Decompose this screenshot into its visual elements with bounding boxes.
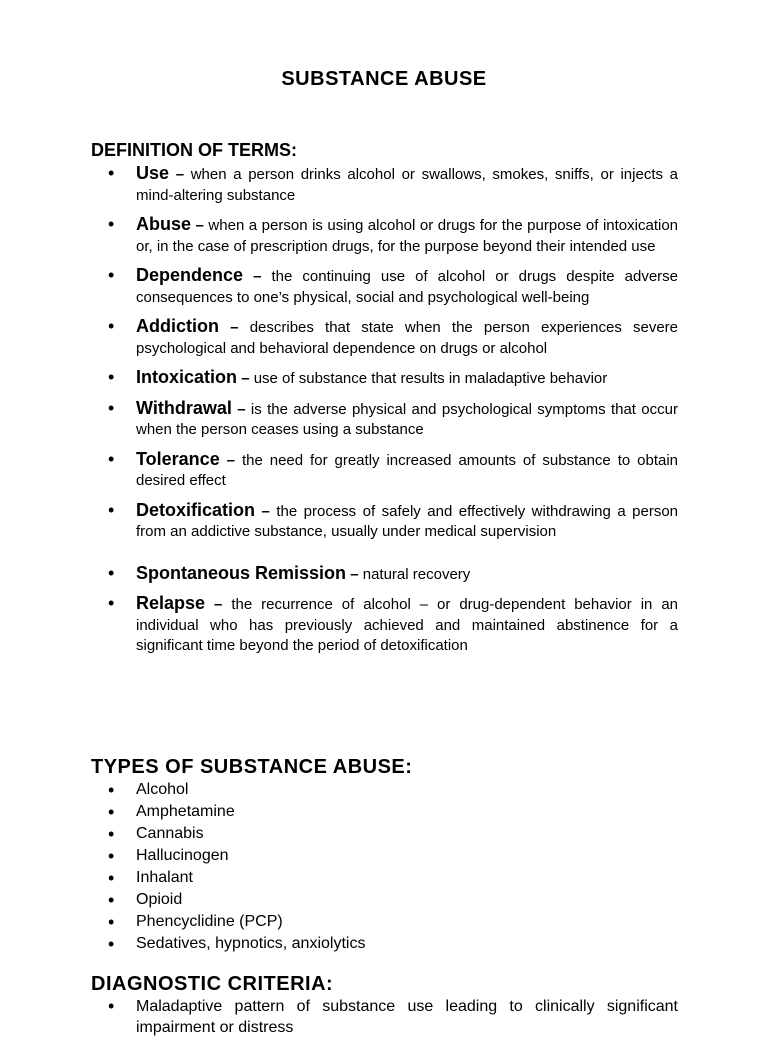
term-dash: – bbox=[237, 400, 246, 418]
definition-list bbox=[108, 163, 678, 665]
bullet-icon: • bbox=[108, 996, 115, 1016]
bullet-icon: • bbox=[108, 593, 115, 613]
term-dash: – bbox=[350, 565, 359, 583]
bullet-icon: • bbox=[108, 780, 115, 800]
list-item-label: Cannabis bbox=[136, 825, 204, 842]
list-item bbox=[108, 933, 678, 955]
term-dash: – bbox=[230, 319, 239, 336]
definition-item-spontaneous-remission bbox=[108, 563, 678, 586]
list-item bbox=[108, 823, 678, 845]
bullet-icon: • bbox=[108, 265, 115, 285]
list-item-label: Opioid bbox=[136, 891, 183, 908]
list-item bbox=[108, 801, 678, 823]
list-item bbox=[108, 996, 678, 1038]
term-name: Detoxification bbox=[136, 499, 256, 520]
list-item-label: Hallucinogen bbox=[136, 847, 229, 864]
term-name: Withdrawal bbox=[136, 397, 232, 418]
term-dash: – bbox=[195, 217, 204, 234]
term-definition: use of substance that results in maladaptive behavior bbox=[253, 370, 608, 387]
list-item bbox=[108, 845, 678, 867]
list-item bbox=[108, 867, 678, 889]
bullet-icon: • bbox=[108, 214, 115, 234]
term-dash: – bbox=[253, 268, 262, 285]
diagnostic-heading: DIAGNOSTIC CRITERIA: bbox=[91, 973, 334, 995]
definition-item-dependence bbox=[108, 265, 678, 308]
definition-item-use bbox=[108, 163, 678, 206]
bullet-icon: • bbox=[108, 367, 115, 387]
term-name: Spontaneous Remission bbox=[136, 562, 347, 583]
definition-item-abuse bbox=[108, 214, 678, 257]
definition-item-withdrawal bbox=[108, 398, 678, 441]
bullet-icon: • bbox=[108, 846, 115, 866]
document-title: SUBSTANCE ABUSE bbox=[281, 68, 487, 90]
bullet-icon: • bbox=[108, 802, 115, 822]
list-item-label: Amphetamine bbox=[136, 803, 235, 820]
term-dash: – bbox=[175, 166, 185, 183]
bullet-icon: • bbox=[108, 163, 115, 183]
list-item bbox=[108, 889, 678, 911]
bullet-icon: • bbox=[108, 824, 115, 844]
term-definition: is the adverse physical and psychological symptoms that occur when the person ceases using a substance bbox=[136, 400, 678, 438]
list-item bbox=[108, 779, 678, 801]
bullet-icon: • bbox=[108, 934, 115, 954]
term-name: Use bbox=[136, 163, 170, 183]
term-definition: the recurrence of alcohol – or drug-dependent behavior in an individual who has previously achieved and maintained abstinence for a significant time beyond the period of detoxification bbox=[136, 596, 679, 654]
bullet-icon: • bbox=[108, 316, 115, 336]
term-dash: – bbox=[261, 502, 270, 520]
term-dash: – bbox=[226, 451, 235, 469]
list-item-label: Alcohol bbox=[136, 781, 189, 798]
term-name: Relapse bbox=[136, 593, 206, 613]
definition-item-tolerance bbox=[108, 449, 678, 492]
list-item-label: Sedatives, hypnotics, anxiolytics bbox=[136, 935, 366, 952]
definition-item-addiction bbox=[108, 316, 678, 359]
term-name: Abuse bbox=[136, 214, 192, 234]
list-item bbox=[108, 911, 678, 933]
definitions-heading: DEFINITION OF TERMS: bbox=[91, 140, 297, 160]
bullet-icon: • bbox=[108, 890, 115, 910]
definition-item-detoxification bbox=[108, 500, 678, 543]
term-name: Dependence bbox=[136, 265, 244, 285]
term-name: Tolerance bbox=[136, 448, 220, 469]
bullet-icon: • bbox=[108, 499, 115, 520]
types-heading: TYPES OF SUBSTANCE ABUSE: bbox=[91, 756, 413, 778]
term-name: Intoxication bbox=[136, 367, 238, 387]
bullet-icon: • bbox=[108, 912, 115, 932]
types-list bbox=[108, 779, 678, 955]
definition-item-relapse bbox=[108, 593, 678, 657]
term-name: Addiction bbox=[136, 316, 219, 336]
term-definition: when a person is using alcohol or drugs for the purpose of intoxication or, in the case of prescription drugs, for the purpose beyond their intended use bbox=[136, 217, 678, 255]
list-item-label: Inhalant bbox=[136, 869, 193, 886]
list-item-label: Phencyclidine (PCP) bbox=[136, 913, 283, 930]
bullet-icon: • bbox=[108, 868, 115, 888]
term-dash: – bbox=[241, 370, 250, 387]
diagnostic-list bbox=[108, 996, 678, 1038]
term-definition: the need for greatly increased amounts of substance to obtain desired effect bbox=[136, 451, 679, 489]
term-dash: – bbox=[214, 596, 223, 613]
term-definition: natural recovery bbox=[362, 565, 471, 583]
term-definition: when a person drinks alcohol or swallows, smokes, sniffs, or injects a mind-altering substance bbox=[136, 166, 678, 204]
bullet-icon: • bbox=[108, 397, 115, 418]
definition-item-intoxication bbox=[108, 367, 678, 390]
term-definition: describes that state when the person experiences severe psychological and behavioral dependence on drugs or alcohol bbox=[136, 319, 679, 357]
term-definition: the continuing use of alcohol or drugs despite adverse consequences to one’s physical, social and psychological well-being bbox=[136, 268, 679, 306]
bullet-icon: • bbox=[108, 562, 115, 583]
term-definition: the process of safely and effectively withdrawing a person from an addictive substance, usually under medical supervision bbox=[136, 502, 679, 540]
bullet-icon: • bbox=[108, 448, 115, 469]
list-item-label: Maladaptive pattern of substance use leading to clinically significant impairment or distress bbox=[136, 998, 678, 1036]
